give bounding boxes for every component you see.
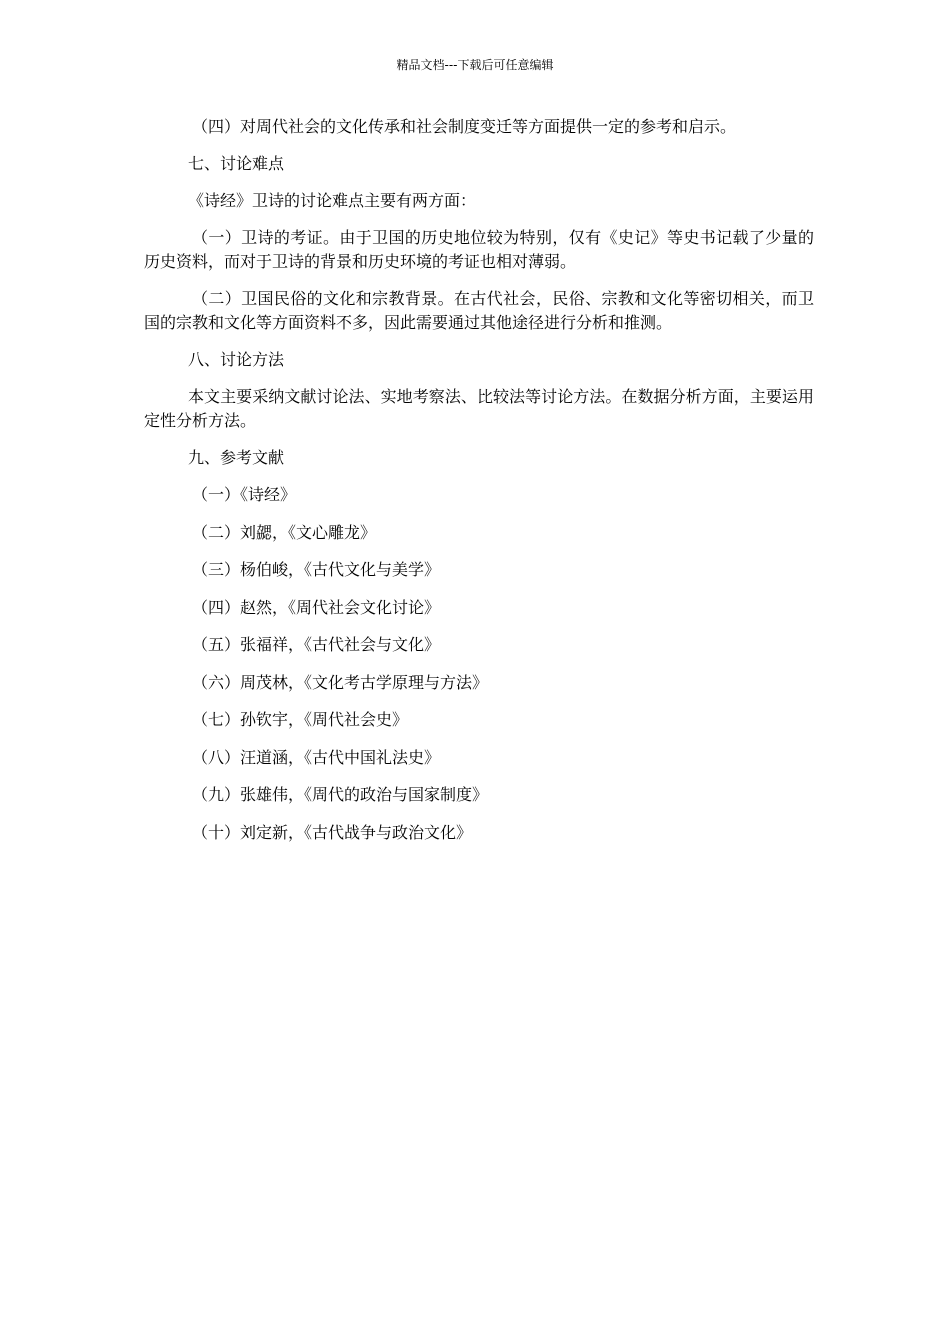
section-heading-difficulties: 七、讨论难点	[188, 154, 285, 173]
reference-item: （八）汪道涵，《古代中国礼法史》	[192, 747, 441, 767]
section-heading-methods: 八、讨论方法	[188, 350, 285, 369]
document-body	[144, 115, 814, 858]
paragraph-methods: 本文主要采纳文献讨论法、实地考察法、比较法等讨论方法。在数据分析方面，主要运用定性分析方法。	[144, 387, 814, 430]
section-heading-references: 九、参考文献	[188, 448, 285, 467]
paragraph-difficulties-intro: 《诗经》卫诗的讨论难点主要有两方面：	[188, 191, 477, 210]
reference-item: （四）赵然，《周代社会文化讨论》	[192, 597, 441, 617]
reference-item: （三）杨伯峻，《古代文化与美学》	[192, 560, 441, 579]
paragraph-objective-4: （四）对周代社会的文化传承和社会制度变迁等方面提供一定的参考和启示。	[192, 117, 737, 136]
page-header: 精品文档---下载后可任意编辑	[396, 58, 554, 72]
reference-item: （五）张福祥，《古代社会与文化》	[192, 635, 441, 654]
paragraph-difficulty-1: （一）卫诗的考证。由于卫国的历史地位较为特别，仅有《史记》等史书记载了少量的历史资料，而对于卫诗的背景和历史环境的考证也相对薄弱。	[144, 228, 814, 271]
reference-item: （六）周茂林，《文化考古学原理与方法》	[192, 672, 489, 692]
paragraph-difficulty-2: （二）卫国民俗的文化和宗教背景。在古代社会，民俗、宗教和文化等密切相关，而卫国的宗教和文化等方面资料不多，因此需要通过其他途径进行分析和推测。	[144, 289, 814, 332]
reference-list	[144, 483, 814, 845]
reference-item: （二）刘勰，《文心雕龙》	[192, 522, 377, 542]
reference-item: （七）孙钦宇，《周代社会史》	[192, 710, 409, 729]
reference-item: （一）《诗经》	[192, 485, 297, 504]
reference-item: （十）刘定新，《古代战争与政治文化》	[192, 822, 473, 842]
reference-item: （九）张雄伟，《周代的政治与国家制度》	[192, 785, 489, 804]
